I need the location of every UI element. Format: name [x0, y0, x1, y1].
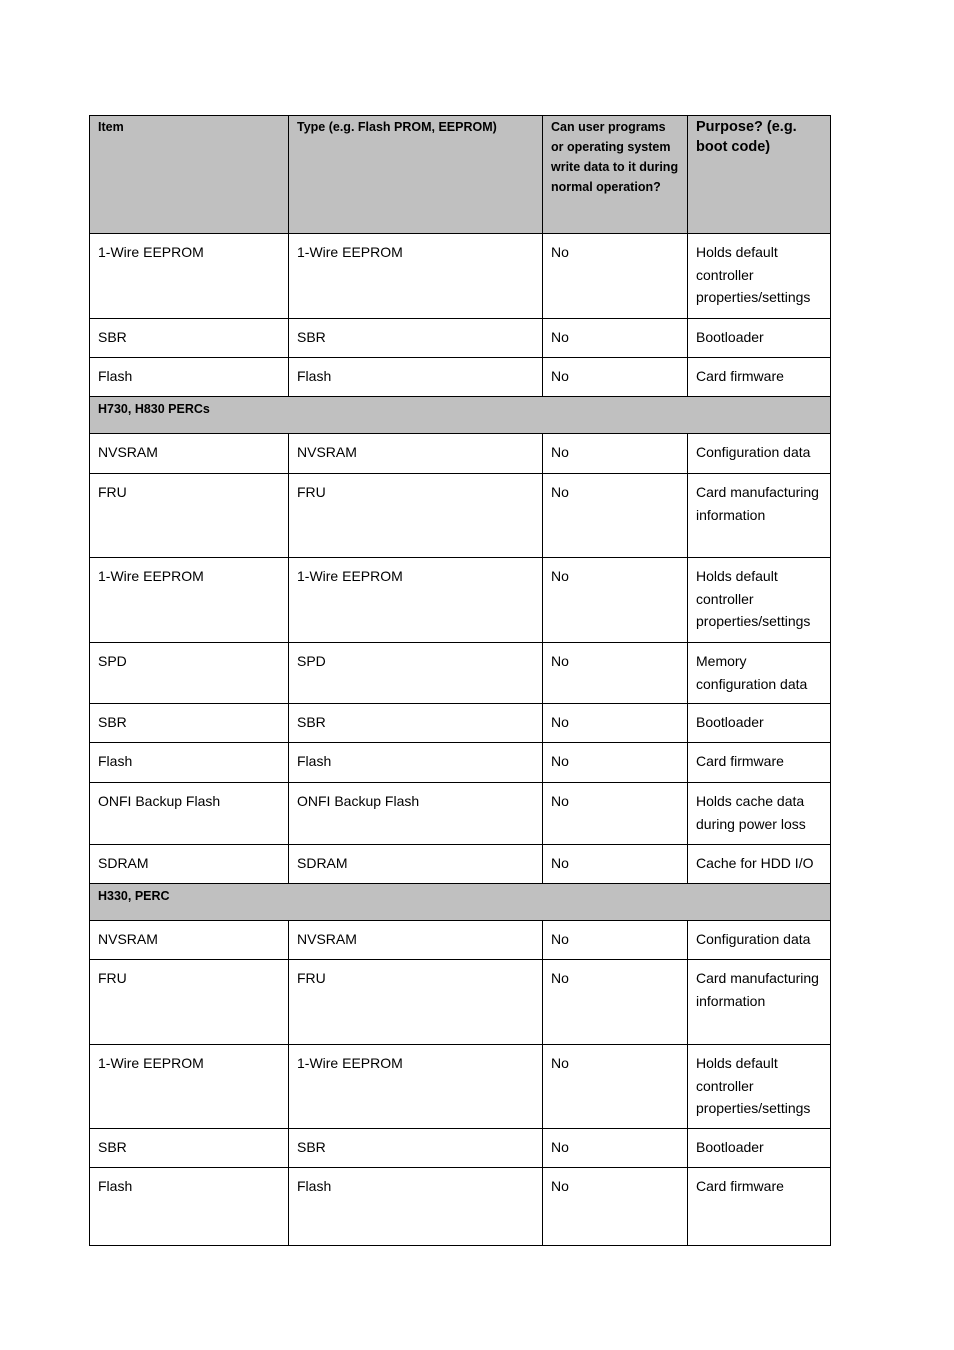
cell-type: SDRAM — [289, 845, 543, 884]
cell-writable: No — [543, 234, 688, 319]
cell-type: 1-Wire EEPROM — [289, 1045, 543, 1129]
table-row — [90, 1045, 831, 1129]
cell-item: FRU — [90, 960, 289, 1045]
cell-purpose: Card firmware — [688, 1168, 831, 1246]
cell-purpose: Bootloader — [688, 704, 831, 743]
cell-purpose: Holds cache data during power loss — [688, 783, 831, 845]
cell-type: SBR — [289, 704, 543, 743]
header-item: Item — [90, 116, 289, 234]
header-purpose: Purpose? (e.g. boot code) — [688, 116, 831, 234]
cell-purpose: Card firmware — [688, 743, 831, 783]
cell-item: SBR — [90, 319, 289, 358]
table-row — [90, 234, 831, 319]
cell-type: Flash — [289, 1168, 543, 1246]
cell-item: 1-Wire EEPROM — [90, 234, 289, 319]
table-row — [90, 845, 831, 884]
cell-type: SBR — [289, 1129, 543, 1168]
cell-type: NVSRAM — [289, 921, 543, 960]
cell-writable: No — [543, 643, 688, 704]
cell-type: Flash — [289, 358, 543, 397]
cell-type: FRU — [289, 474, 543, 558]
cell-writable: No — [543, 358, 688, 397]
cell-item: SBR — [90, 704, 289, 743]
cell-purpose: Holds default controller properties/settings — [688, 234, 831, 319]
table-row — [90, 558, 831, 643]
cell-writable: No — [543, 1168, 688, 1246]
table-row — [90, 783, 831, 845]
cell-type: ONFI Backup Flash — [289, 783, 543, 845]
cell-type: FRU — [289, 960, 543, 1045]
cell-item: SPD — [90, 643, 289, 704]
table-row — [90, 358, 831, 397]
cell-item: NVSRAM — [90, 921, 289, 960]
table-row — [90, 643, 831, 704]
table-row — [90, 434, 831, 474]
cell-type: SBR — [289, 319, 543, 358]
cell-writable: No — [543, 319, 688, 358]
header-row — [90, 116, 831, 234]
cell-writable: No — [543, 921, 688, 960]
cell-item: FRU — [90, 474, 289, 558]
cell-type: SPD — [289, 643, 543, 704]
section-label: H330, PERC — [90, 884, 831, 921]
cell-writable: No — [543, 960, 688, 1045]
cell-purpose: Card manufacturing information — [688, 474, 831, 558]
cell-item: Flash — [90, 358, 289, 397]
table-row — [90, 743, 831, 783]
cell-purpose: Memory configuration data — [688, 643, 831, 704]
cell-type: 1-Wire EEPROM — [289, 558, 543, 643]
section-row — [90, 884, 831, 921]
cell-purpose: Card firmware — [688, 358, 831, 397]
cell-writable: No — [543, 558, 688, 643]
table-row — [90, 1168, 831, 1246]
section-row — [90, 397, 831, 434]
header-writable: Can user programs or operating system write data to it during normal operation? — [543, 116, 688, 234]
cell-purpose: Bootloader — [688, 1129, 831, 1168]
cell-writable: No — [543, 845, 688, 884]
cell-type: 1-Wire EEPROM — [289, 234, 543, 319]
cell-writable: No — [543, 1129, 688, 1168]
cell-type: Flash — [289, 743, 543, 783]
cell-writable: No — [543, 1045, 688, 1129]
header-type: Type (e.g. Flash PROM, EEPROM) — [289, 116, 543, 234]
table-row — [90, 921, 831, 960]
cell-item: Flash — [90, 743, 289, 783]
cell-purpose: Cache for HDD I/O — [688, 845, 831, 884]
table-row — [90, 704, 831, 743]
cell-purpose: Configuration data — [688, 434, 831, 474]
cell-writable: No — [543, 704, 688, 743]
cell-writable: No — [543, 434, 688, 474]
cell-purpose: Bootloader — [688, 319, 831, 358]
cell-item: ONFI Backup Flash — [90, 783, 289, 845]
cell-purpose: Card manufacturing information — [688, 960, 831, 1045]
cell-purpose: Holds default controller properties/settings — [688, 558, 831, 643]
table-row — [90, 1129, 831, 1168]
table-row — [90, 474, 831, 558]
cell-writable: No — [543, 783, 688, 845]
cell-writable: No — [543, 743, 688, 783]
cell-writable: No — [543, 474, 688, 558]
cell-purpose: Configuration data — [688, 921, 831, 960]
section-label: H730, H830 PERCs — [90, 397, 831, 434]
cell-item: 1-Wire EEPROM — [90, 1045, 289, 1129]
table-row — [90, 319, 831, 358]
cell-type: NVSRAM — [289, 434, 543, 474]
memory-table-body — [90, 116, 831, 1246]
cell-purpose: Holds default controller properties/settings — [688, 1045, 831, 1129]
memory-table — [89, 115, 831, 1246]
cell-item: NVSRAM — [90, 434, 289, 474]
table-row — [90, 960, 831, 1045]
cell-item: 1-Wire EEPROM — [90, 558, 289, 643]
cell-item: SDRAM — [90, 845, 289, 884]
cell-item: Flash — [90, 1168, 289, 1246]
cell-item: SBR — [90, 1129, 289, 1168]
